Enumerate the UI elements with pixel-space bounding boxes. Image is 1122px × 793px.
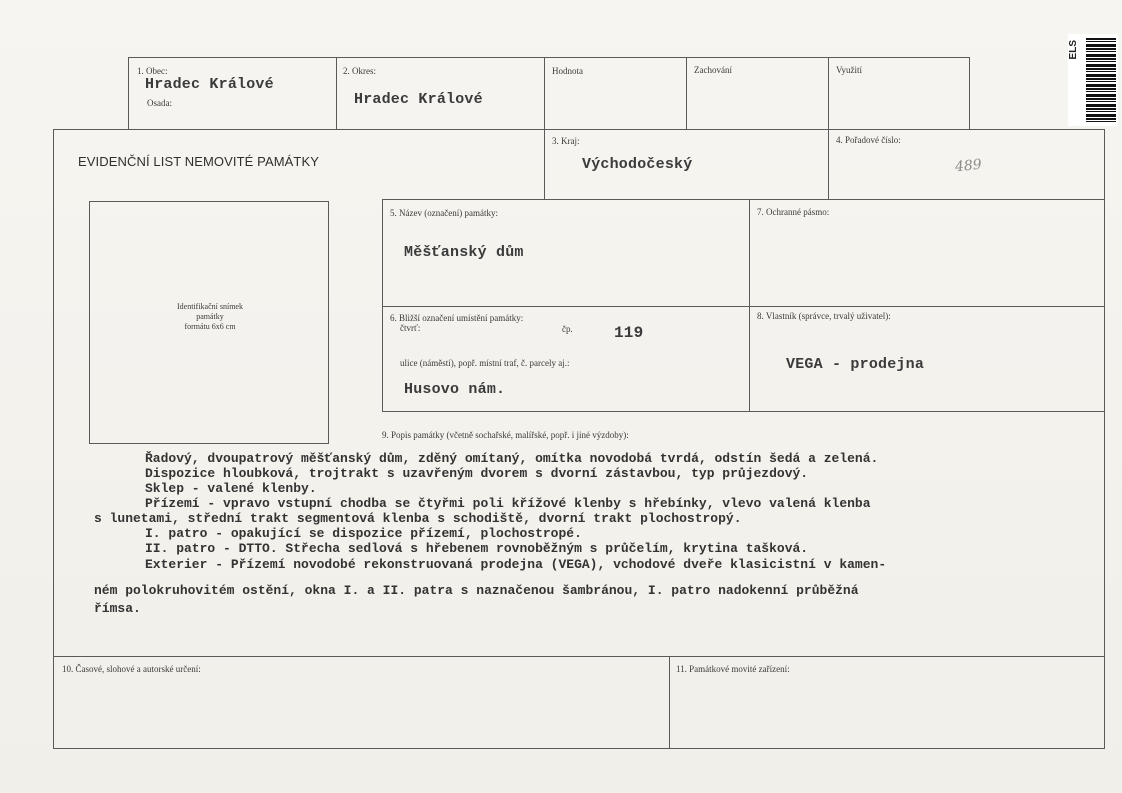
value-ulice: Husovo nám.: [404, 381, 506, 398]
label-zachovani: Zachování: [694, 65, 732, 75]
label-poradove: 4. Pořadové číslo:: [836, 135, 901, 145]
label-nazev: 5. Název (označení) památky:: [390, 208, 498, 218]
label-casove: 10. Časové, slohové a autorské určení:: [62, 664, 201, 674]
description-line: římsa.: [94, 601, 141, 616]
photo-placeholder-line: formátu 6x6 cm: [184, 322, 236, 331]
label-vyuziti: Využití: [836, 65, 862, 75]
description-line: ném polokruhovitém ostění, okna I. a II. patra s naznačenou šambránou, I. patro nadokenní průběžná: [94, 583, 859, 598]
form-title: EVIDENČNÍ LIST NEMOVITÉ PAMÁTKY: [78, 154, 319, 169]
barcode-code: ELS: [1068, 40, 1079, 60]
label-popis: 9. Popis památky (včetně sochařské, malířské, popř. i jiné výzdoby):: [382, 430, 629, 440]
photo-placeholder-text: [90, 302, 330, 332]
value-obec: Hradec Králové: [145, 76, 274, 93]
label-osada: Osada:: [147, 98, 172, 108]
description-line: Dispozice hloubková, trojtrakt s uzavřeným dvorem s dvorní zástavbou, typ průjezdový.: [145, 466, 809, 481]
label-blizsi: 6. Bližší označení umístění památky:: [390, 313, 524, 323]
value-okres: Hradec Králové: [354, 91, 483, 108]
value-poradove-cislo: 489: [954, 156, 983, 176]
value-nazev: Měšťanský dům: [404, 244, 524, 261]
label-vlastnik: 8. Vlastník (správce, trvalý uživatel):: [757, 311, 891, 321]
barcode-label: [1068, 34, 1118, 126]
barcode-bars: [1086, 38, 1116, 124]
label-cp: čp.: [562, 324, 573, 334]
description-line: Sklep - valené klenby.: [145, 481, 317, 496]
label-obec: 1. Obec:: [137, 66, 168, 76]
label-movite: 11. Památkové movité zařízení:: [676, 664, 790, 674]
photo-placeholder-line: památky: [196, 312, 224, 321]
label-ctvrt: čtvrť:: [400, 323, 421, 333]
label-ulice: ulice (náměstí), popř. místní traf, č. parcely aj.:: [400, 358, 570, 368]
label-okres: 2. Okres:: [343, 66, 376, 76]
label-ochranne: 7. Ochranné pásmo:: [757, 207, 830, 217]
description-line: s lunetami, střední trakt segmentová klenba s schodiště, dvorní trakt plochostropý.: [94, 511, 742, 526]
value-kraj: Východočeský: [582, 156, 693, 173]
label-hodnota: Hodnota: [552, 66, 583, 76]
description-line: I. patro - opakující se dispozice přízemí, plochostropé.: [145, 526, 582, 541]
value-vlastnik: VEGA - prodejna: [786, 356, 925, 373]
label-kraj: 3. Kraj:: [552, 136, 580, 146]
description-line: II. patro - DTTO. Střecha sedlová s hřebenem rovnoběžným s průčelím, krytina tašková.: [145, 541, 809, 556]
description-line: Exterier - Přízemí novodobé rekonstruovaná prodejna (VEGA), vchodové dveře klasicistní v kamen-: [145, 557, 887, 572]
description-line: Řadový, dvoupatrový měšťanský dům, zděný omítaný, omítka novodobá tvrdá, odstín šedá a zelená.: [145, 451, 879, 466]
photo-placeholder-line: Identifikační snímek: [177, 302, 243, 311]
description-line: Přízemí - vpravo vstupní chodba se čtyřmi poli křížové klenby s hřebínky, vlevo valená klenba: [145, 496, 871, 511]
value-cp: 119: [614, 324, 644, 342]
